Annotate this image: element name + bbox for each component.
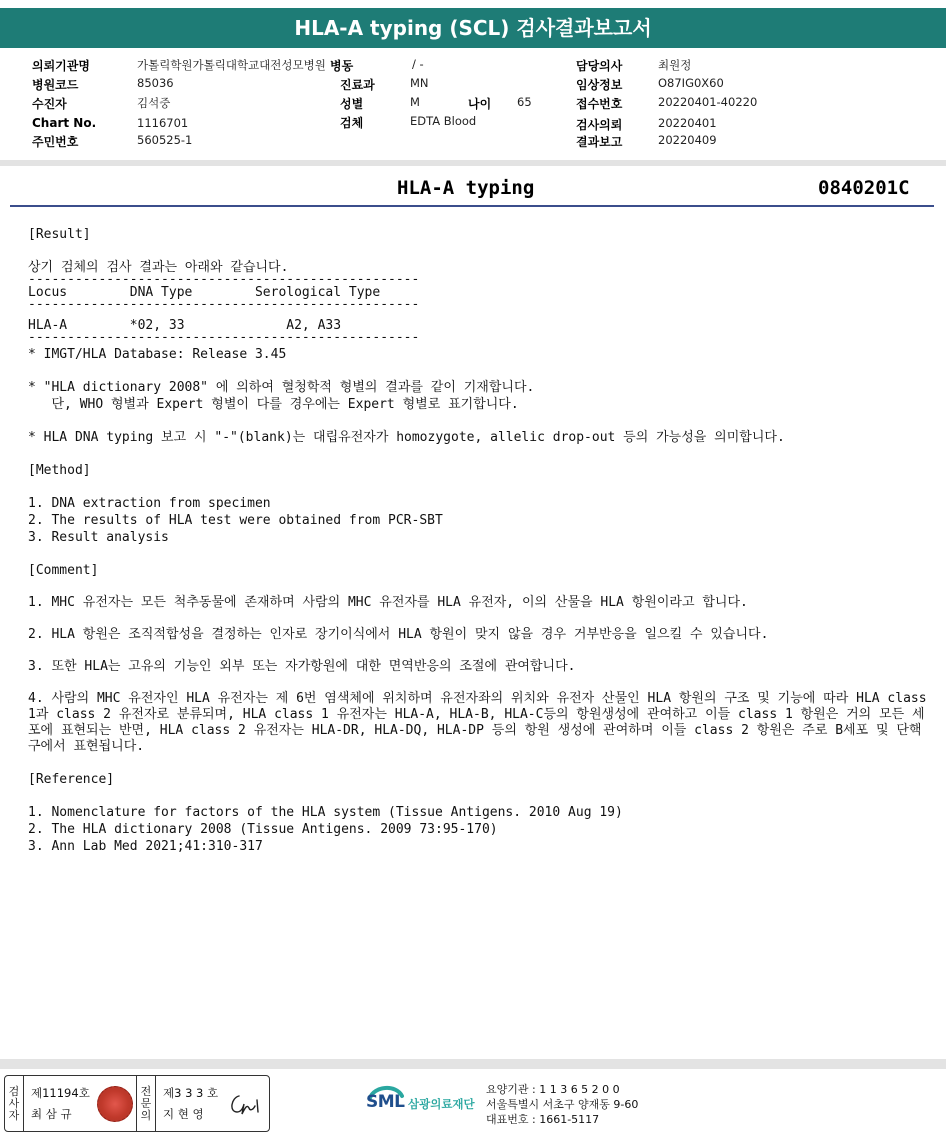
patient-label: 수진자: [32, 97, 67, 111]
hospital-code-label: 병원코드: [32, 78, 79, 92]
method-item-3: 3. Result analysis: [28, 530, 169, 545]
clinical-info-label: 임상정보: [576, 78, 623, 92]
reference-item-2: 2. The HLA dictionary 2008 (Tissue Antigens. 2009 73:95-170): [28, 822, 498, 837]
specimen-label: 검체: [340, 116, 364, 130]
hospital-code-value: 85036: [137, 76, 174, 90]
resident-value: 560525-1: [137, 133, 193, 147]
doctor-label: 담당의사: [576, 59, 623, 73]
chart-label: Chart No.: [32, 116, 97, 130]
examiner-label-char: 자: [8, 1108, 20, 1122]
report-date-value: 20220409: [658, 133, 717, 147]
reference-heading: [Reference]: [28, 772, 115, 787]
specimen-value: EDTA Blood: [410, 114, 477, 128]
reference-item-3: 3. Ann Lab Med 2021;41:310-317: [28, 839, 263, 854]
table-divider-mid: --------------------------------------------------: [28, 301, 420, 309]
examiner-label: [5, 1076, 24, 1131]
org-name: 삼광의료재단: [408, 1097, 475, 1111]
reception-value: 20220401-40220: [658, 95, 758, 109]
header-separator: [0, 160, 946, 166]
report-body: [28, 226, 935, 855]
request-date-label: 검사의뢰: [576, 118, 623, 132]
institution-value: 가톨릭학원가톨릭대학교대전성모병원: [137, 58, 326, 72]
note-imgt: * IMGT/HLA Database: Release 3.45: [28, 347, 287, 362]
org-address: 서울특별시 서초구 양재동 9-60: [486, 1098, 639, 1111]
title-underline: [10, 205, 934, 207]
report-title: HLA-A typing: [397, 177, 535, 199]
table-divider-top: --------------------------------------------------: [28, 276, 420, 284]
examiner-label-char: 검: [8, 1084, 20, 1098]
reference-item-1: 1. Nomenclature for factors of the HLA system (Tissue Antigens. 2010 Aug 19): [28, 805, 623, 820]
comment-item-3: 3. 또한 HLA는 고유의 기능인 외부 또는 자가항원에 대한 면역반응의 조절에 관여합니다.: [28, 659, 576, 674]
org-code: 요양기관 : 1 1 3 6 5 2 0 0: [486, 1083, 620, 1096]
comment-item-2: 2. HLA 항원은 조직적합성을 결정하는 인자로 장기이식에서 HLA 항원이 맞지 않을 경우 거부반응을 일으킬 수 있습니다.: [28, 627, 769, 642]
resident-label: 주민번호: [32, 135, 79, 149]
table-header: Locus DNA Type Serological Type: [28, 285, 381, 300]
specialist-label-char: 전: [140, 1084, 152, 1098]
sex-value: M: [410, 95, 420, 109]
table-row: HLA-A *02, 33 A2, A33: [28, 318, 342, 333]
report-date-label: 결과보고: [576, 135, 623, 149]
signature-box: [4, 1075, 270, 1132]
reception-label: 접수번호: [576, 97, 623, 111]
table-divider-bottom: --------------------------------------------------: [28, 334, 420, 342]
ward-label: 병동: [330, 59, 354, 73]
request-date-value: 20220401: [658, 116, 717, 130]
clinical-info-value: O87IG0X60: [658, 76, 724, 90]
patient-value: 김석중: [137, 96, 171, 110]
signature-icon: [227, 1090, 263, 1118]
examiner-seal-icon: [97, 1086, 133, 1122]
age-label: 나이: [468, 97, 492, 111]
method-item-2: 2. The results of HLA test were obtained from PCR-SBT: [28, 513, 443, 528]
sml-logo-icon: [364, 1082, 484, 1124]
ward-value: / -: [412, 57, 424, 71]
chart-value: 1116701: [137, 116, 189, 130]
age-value: 65: [517, 95, 532, 109]
method-heading: [Method]: [28, 463, 91, 478]
result-intro: 상기 검체의 검사 결과는 아래와 같습니다.: [28, 260, 289, 275]
org-info: [486, 1082, 638, 1127]
examiner-name: 최 삼 규: [31, 1107, 72, 1121]
specialist-name: 지 현 영: [163, 1107, 204, 1121]
comment-heading: [Comment]: [28, 563, 99, 578]
comment-item-4: 4. 사람의 MHC 유전자인 HLA 유전자는 제 6번 염색체에 위치하며 유전자좌의 위치와 유전자 산물인 HLA 항원의 구조 및 기능에 따라 HLA class 1과 class 2 유전자로 분류되며, HLA class 1 유전자는 HLA-A, HLA-B, HLA-C등의 항원생성에 관여하고 이들 class 1 항원은 거의 모든 세포에 표현되는 반면, HLA class 2 유전자는 HLA-DR, HLA-DQ, HLA-DP 등의 항원 생성에 관여하며 이들 class 2 항원은 주로 B세포 및 단핵구에서 표현됩니다.: [28, 691, 935, 754]
sex-label: 성별: [340, 97, 364, 111]
logo-text: SML: [366, 1092, 405, 1112]
department-value: MN: [410, 76, 429, 90]
note-blank: * HLA DNA typing 보고 시 "-"(blank)는 대립유전자가 homozygote, allelic drop-out 등의 가능성을 의미합니다.: [28, 430, 785, 445]
department-label: 진료과: [340, 78, 375, 92]
doctor-value: 최원정: [658, 58, 692, 72]
specialist-number: 제3 3 3 호: [163, 1086, 219, 1100]
specialist-label-char: 문: [140, 1096, 152, 1110]
institution-label: 의뢰기관명: [32, 59, 90, 73]
note-dictionary: * "HLA dictionary 2008" 에 의하여 혈청학적 형별의 결과를 같이 기재합니다.: [28, 380, 535, 395]
org-phone: 대표번호 : 1661-5117: [486, 1113, 600, 1126]
examiner-label-char: 사: [8, 1096, 20, 1110]
footer-separator: [0, 1059, 946, 1069]
method-item-1: 1. DNA extraction from specimen: [28, 496, 271, 511]
note-expert: 단, WHO 형별과 Expert 형별이 다를 경우에는 Expert 형별로 표기합니다.: [28, 397, 519, 412]
report-code: 0840201C: [818, 177, 910, 199]
specialist-label-char: 의: [140, 1108, 152, 1122]
specialist-label: [136, 1076, 156, 1131]
examiner-number: 제11194호: [31, 1086, 90, 1100]
report-header-title: HLA-A typing (SCL) 검사결과보고서: [0, 8, 946, 48]
comment-item-1: 1. MHC 유전자는 모든 척추동물에 존재하며 사람의 MHC 유전자를 HLA 유전자, 이의 산물을 HLA 항원이라고 합니다.: [28, 595, 748, 610]
result-heading: [Result]: [28, 227, 91, 242]
